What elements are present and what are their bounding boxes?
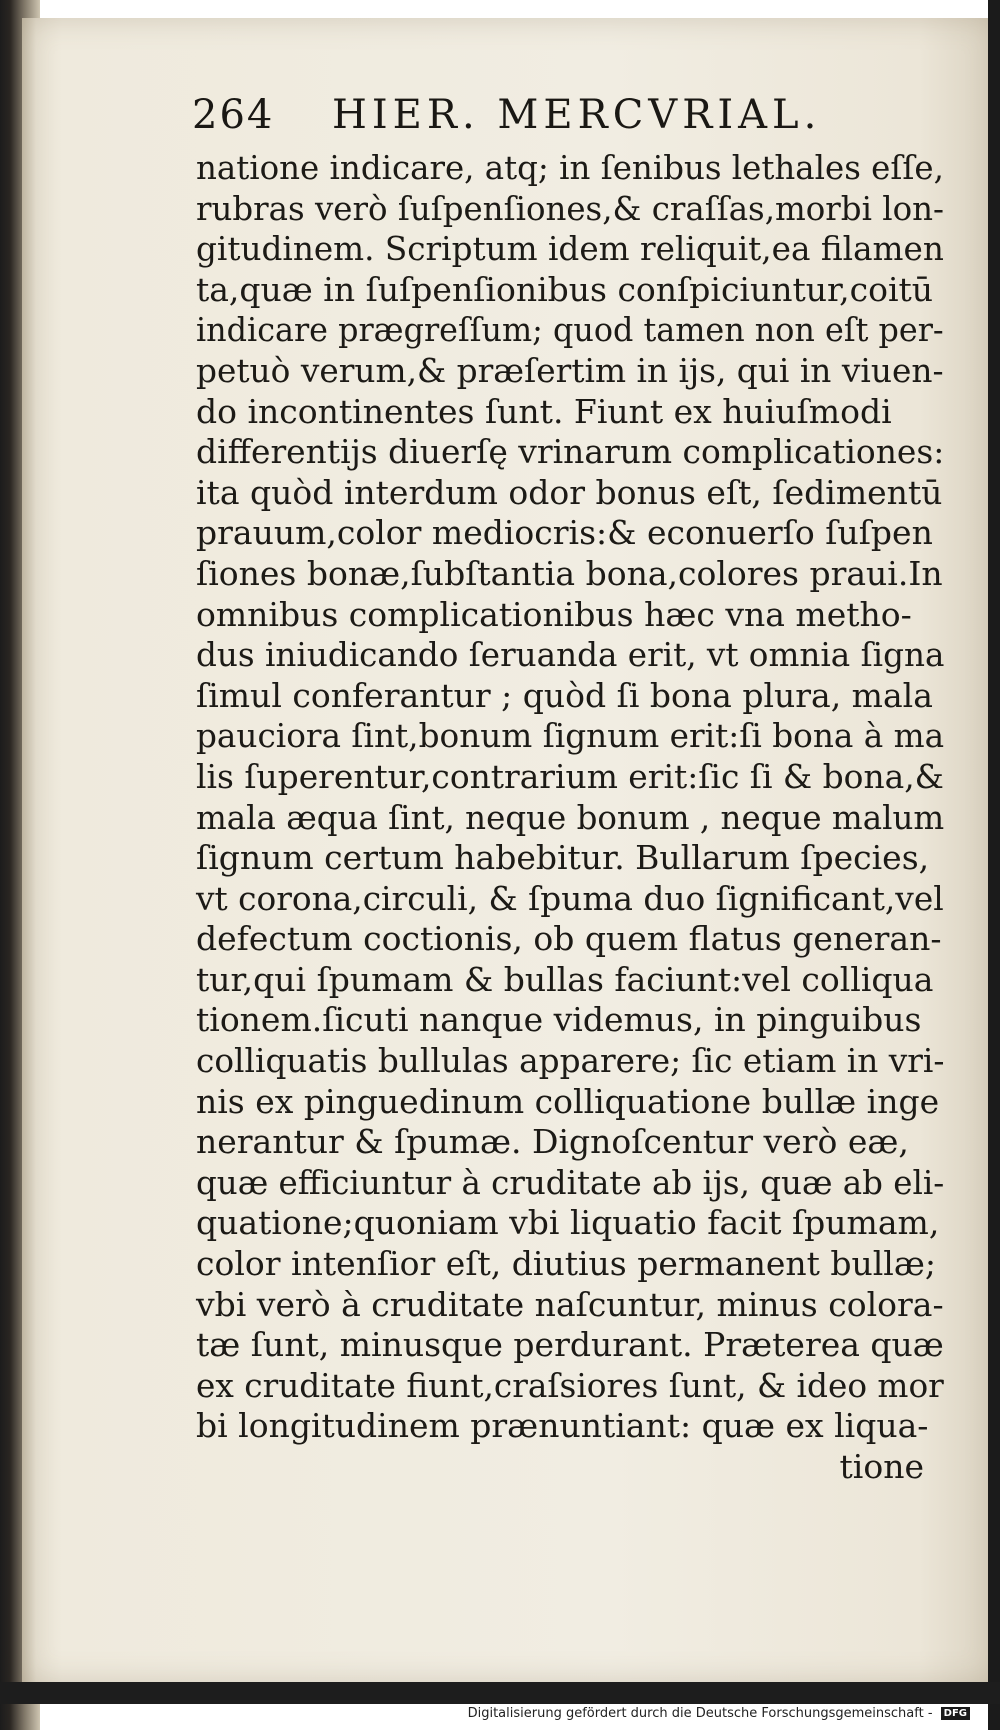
text-line: quatione;quoniam vbi liquatio facit ſpumam, xyxy=(196,1203,940,1243)
text-line: prauum,color mediocris:& econuerſo ſuſpen xyxy=(196,513,933,553)
text-line: vt corona,circuli, & ſpuma duo ſignificant,vel xyxy=(196,878,944,918)
text-line: dus iniudicando ſeruanda erit, vt omnia ſigna xyxy=(196,635,945,675)
catchword: tione xyxy=(839,1447,924,1486)
text-line: omnibus complicationibus hæc vna metho- xyxy=(196,594,912,634)
text-line: indicare prægreſſum; quod tamen non eſt per- xyxy=(196,310,944,350)
page-number: 264 xyxy=(192,92,275,138)
text-line: do incontinentes ſunt. Fiunt ex huiuſmodi xyxy=(196,391,892,431)
text-line: ta,quæ in ſuſpenſionibus conſpiciuntur,coitū xyxy=(196,269,934,309)
text-line: ſignum certum habebitur. Bullarum ſpecies, xyxy=(196,838,930,878)
text-line: vbi verò à cruditate naſcuntur, minus colora- xyxy=(196,1284,944,1324)
page-header xyxy=(192,92,852,144)
text-line: colliquatis bullulas apparere; ſic etiam in vri- xyxy=(196,1041,945,1081)
text-line: tionem.ſicuti nanque videmus, in pinguibus xyxy=(196,1000,922,1040)
text-line: nerantur & ſpumæ. Dignoſcentur verò eæ, xyxy=(196,1122,909,1162)
text-line: natione indicare, atq; in ſenibus lethales eſſe, xyxy=(196,148,944,187)
digitization-note: Digitalisierung gefördert durch die Deutsche Forschungsgemeinschaft - xyxy=(467,1706,933,1721)
text-line: lis ſuperentur,contrarium erit:ſic ſi & bona,& xyxy=(196,756,944,796)
right-scan-border xyxy=(988,0,1000,1730)
bottom-scan-border xyxy=(0,1682,1000,1704)
text-line: color intenſior eſt, diutius permanent bullæ; xyxy=(196,1244,937,1284)
text-line: ex cruditate fiunt,craſsiores ſunt, & ideo mor xyxy=(196,1365,944,1405)
text-line: pauciora ſint,bonum ſignum erit:ſi bona à ma xyxy=(196,716,945,756)
text-line: tur,qui ſpumam & bullas faciunt:vel colliqua xyxy=(196,959,934,999)
text-line: differentijs diuerſę vrinarum complicationes: xyxy=(196,432,945,472)
text-line: bi longitudinem prænuntiant: quæ ex liqua- xyxy=(196,1406,929,1446)
dfg-logo: DFG xyxy=(941,1707,970,1720)
text-line: tæ ſunt, minusque perdurant. Præterea quæ xyxy=(196,1325,944,1365)
text-line: rubras verò ſuſpenſiones,& craſſas,morbi lon- xyxy=(196,188,945,228)
text-line: ita quòd interdum odor bonus eſt, ſedimentū xyxy=(196,472,943,512)
text-line: gitudinem. Scriptum idem reliquit,ea filamen xyxy=(196,229,944,269)
digitization-footer xyxy=(468,1706,970,1728)
body-text xyxy=(196,148,944,1488)
text-line: mala æqua ſint, neque bonum , neque malum xyxy=(196,797,945,837)
text-line: quæ efficiuntur à cruditate ab ijs, quæ ab eli- xyxy=(196,1162,945,1202)
text-line: ſimul conferantur ; quòd ſi bona plura, mala xyxy=(196,675,933,715)
text-line: nis ex pinguedinum colliquatione bullæ inge xyxy=(196,1081,940,1121)
text-line: defectum coctionis, ob quem flatus generan- xyxy=(196,919,942,959)
text-line: petuò verum,& præſertim in ijs, qui in viuen- xyxy=(196,350,944,390)
text-line: ſiones bonæ,ſubſtantia bona,colores praui.In xyxy=(196,553,943,593)
running-title: HIER. MERCVRIAL. xyxy=(332,92,822,138)
